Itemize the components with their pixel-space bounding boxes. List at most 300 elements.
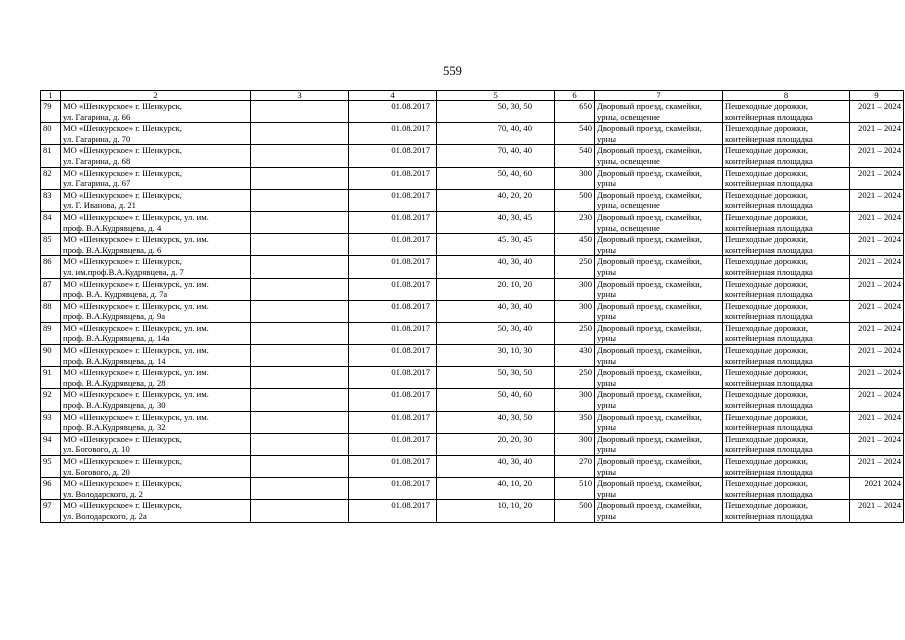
date-cell: 01.08.2017 [349, 145, 437, 167]
column-3-cell [251, 367, 349, 389]
additional-works-cell [723, 234, 850, 256]
period-cell: 2021 – 2024 [850, 456, 904, 478]
additional-works-cell [723, 167, 850, 189]
table-row [41, 278, 904, 300]
additional-works-cell [723, 345, 850, 367]
works-line-1: Дворовый проезд, скамейки, [597, 278, 702, 289]
additional-works-cell [723, 123, 850, 145]
row-number-text: 96 [43, 478, 52, 489]
dimensions-cell: 70, 40, 40 [437, 123, 555, 145]
additional-line-1: Пешеходные дорожки, [725, 101, 808, 111]
additional-line-2: контейнерная площадка [725, 133, 813, 144]
additional-line-2: контейнерная площадка [725, 111, 813, 122]
works-line-2: урны, освещение [597, 200, 660, 211]
column-3-cell [251, 500, 349, 522]
works-cell [595, 500, 723, 522]
works-line-1: Дворовый проезд, скамейки, [597, 322, 702, 333]
additional-line-1: Пешеходные дорожки, [725, 345, 808, 356]
address-line-2: проф. В.А.Кудрявцева, д. 9а [63, 311, 166, 322]
works-cell [595, 145, 723, 167]
column-3-cell [251, 322, 349, 344]
dimensions-cell: 40, 30, 50 [437, 411, 555, 433]
additional-works-cell [723, 500, 850, 522]
additional-line-2: контейнерная площадка [725, 422, 813, 433]
additional-line-1: Пешеходные дорожки, [725, 478, 808, 489]
address-line-2: проф. В.А.Кудрявцева, д. 32 [63, 422, 166, 433]
dimensions-cell: 20, 20, 30 [437, 433, 555, 455]
area-cell: 230 [555, 211, 595, 233]
column-3-cell [251, 101, 349, 123]
address-line-2: ул. Г. Иванова, д. 21 [63, 200, 136, 211]
area-cell: 300 [555, 389, 595, 411]
area-cell: 430 [555, 345, 595, 367]
period-cell: 2021 – 2024 [850, 300, 904, 322]
works-line-2: урны [597, 289, 616, 300]
period-cell: 2021 – 2024 [850, 433, 904, 455]
additional-line-1: Пешеходные дорожки, [725, 189, 808, 200]
works-line-1: Дворовый проезд, скамейки, [597, 189, 702, 200]
works-cell [595, 234, 723, 256]
address-line-1: МО «Шенкурское» г. Шенкурск, ул. им. [63, 345, 209, 356]
table-row [41, 367, 904, 389]
row-number [41, 145, 61, 167]
date-cell: 01.08.2017 [349, 500, 437, 522]
additional-line-2: контейнерная площадка [725, 510, 813, 521]
date-cell: 01.08.2017 [349, 411, 437, 433]
table-row [41, 456, 904, 478]
row-number [41, 456, 61, 478]
row-number [41, 278, 61, 300]
address-line-1: МО «Шенкурское» г. Шенкурск, ул. им. [63, 322, 209, 333]
period-cell: 2021 – 2024 [850, 189, 904, 211]
header-row [41, 91, 904, 101]
address-line-1: МО «Шенкурское» г. Шенкурск, [63, 456, 182, 466]
works-line-1: Дворовый проезд, скамейки, [597, 123, 702, 134]
works-line-2: урны [597, 311, 616, 322]
row-number-text: 84 [43, 211, 52, 222]
works-cell [595, 478, 723, 500]
additional-line-2: контейнерная площадка [725, 333, 813, 344]
row-number [41, 300, 61, 322]
row-number-text: 82 [43, 167, 52, 178]
period-cell: 2021 – 2024 [850, 389, 904, 411]
additional-line-1: Пешеходные дорожки, [725, 433, 808, 444]
address-line-2: проф. В.А.Кудрявцева, д. 28 [63, 377, 166, 388]
additional-works-cell [723, 300, 850, 322]
additional-works-cell [723, 189, 850, 211]
area-cell: 450 [555, 234, 595, 256]
address-line-2: ул. Богового, д. 10 [63, 444, 130, 455]
works-line-1: Дворовый проезд, скамейки, [597, 367, 702, 378]
additional-line-1: Пешеходные дорожки, [725, 389, 808, 400]
area-cell: 250 [555, 256, 595, 278]
address-line-1: МО «Шенкурское» г. Шенкурск, [63, 478, 182, 489]
works-line-1: Дворовый проезд, скамейки, [597, 101, 702, 111]
column-3-cell [251, 278, 349, 300]
column-header: 4 [349, 91, 437, 101]
column-header: 6 [555, 91, 595, 101]
period-cell: 2021 2024 [850, 478, 904, 500]
address-line-1: МО «Шенкурское» г. Шенкурск, [63, 123, 182, 134]
works-line-2: урны [597, 244, 616, 255]
row-number-text: 79 [43, 101, 52, 111]
date-cell: 01.08.2017 [349, 367, 437, 389]
period-cell: 2021 – 2024 [850, 234, 904, 256]
table-row [41, 145, 904, 167]
works-line-1: Дворовый проезд, скамейки, [597, 300, 702, 311]
address-line-1: МО «Шенкурское» г. Шенкурск, ул. им. [63, 367, 209, 378]
date-cell: 01.08.2017 [349, 389, 437, 411]
works-cell [595, 211, 723, 233]
additional-line-1: Пешеходные дорожки, [725, 367, 808, 378]
works-line-2: урны [597, 444, 616, 455]
address-line-2: проф. В.А.Кудрявцева, д. 6 [63, 244, 162, 255]
address-line-1: МО «Шенкурское» г. Шенкурск, [63, 500, 182, 511]
row-number-text: 93 [43, 411, 52, 422]
address-line-2: проф. В.А.Кудрявцева, д. 14а [63, 333, 170, 344]
works-line-1: Дворовый проезд, скамейки, [597, 345, 702, 356]
address-cell [61, 167, 251, 189]
address-cell [61, 478, 251, 500]
works-cell [595, 389, 723, 411]
additional-line-1: Пешеходные дорожки, [725, 167, 808, 178]
additional-works-cell [723, 278, 850, 300]
date-cell: 01.08.2017 [349, 256, 437, 278]
address-line-1: МО «Шенкурское» г. Шенкурск, ул. им. [63, 411, 209, 422]
works-line-1: Дворовый проезд, скамейки, [597, 234, 702, 245]
column-3-cell [251, 411, 349, 433]
table-row [41, 411, 904, 433]
works-line-2: урны [597, 133, 616, 144]
additional-line-1: Пешеходные дорожки, [725, 456, 808, 466]
row-number-text: 91 [43, 367, 52, 378]
address-cell [61, 101, 251, 123]
column-3-cell [251, 345, 349, 367]
works-line-2: урны [597, 422, 616, 433]
additional-line-1: Пешеходные дорожки, [725, 322, 808, 333]
address-line-1: МО «Шенкурское» г. Шенкурск, [63, 101, 182, 111]
table-row [41, 256, 904, 278]
address-cell [61, 145, 251, 167]
column-3-cell [251, 189, 349, 211]
date-cell: 01.08.2017 [349, 345, 437, 367]
works-cell [595, 189, 723, 211]
row-number-text: 90 [43, 345, 52, 356]
row-number [41, 234, 61, 256]
table-row [41, 234, 904, 256]
address-line-2: проф. В.А.Кудрявцева, д. 30 [63, 400, 166, 411]
area-cell: 300 [555, 278, 595, 300]
works-line-2: урны [597, 377, 616, 388]
row-number-text: 97 [43, 500, 52, 511]
data-table [40, 90, 904, 523]
table-row [41, 211, 904, 233]
table-row [41, 123, 904, 145]
additional-line-2: контейнерная площадка [725, 289, 813, 300]
row-number [41, 322, 61, 344]
address-cell [61, 234, 251, 256]
additional-works-cell [723, 478, 850, 500]
additional-line-1: Пешеходные дорожки, [725, 123, 808, 134]
address-line-2: проф. В.А.Кудрявцева, д. 4 [63, 222, 162, 233]
additional-works-cell [723, 367, 850, 389]
date-cell: 01.08.2017 [349, 167, 437, 189]
dimensions-cell: 40, 30, 40 [437, 256, 555, 278]
row-number [41, 211, 61, 233]
additional-line-1: Пешеходные дорожки, [725, 256, 808, 267]
date-cell: 01.08.2017 [349, 189, 437, 211]
additional-line-1: Пешеходные дорожки, [725, 278, 808, 289]
address-cell [61, 278, 251, 300]
additional-line-1: Пешеходные дорожки, [725, 411, 808, 422]
table-row [41, 500, 904, 522]
additional-line-2: контейнерная площадка [725, 466, 813, 477]
table-row [41, 101, 904, 123]
area-cell: 250 [555, 367, 595, 389]
row-number [41, 433, 61, 455]
additional-line-2: контейнерная площадка [725, 222, 813, 233]
address-cell [61, 367, 251, 389]
row-number-text: 85 [43, 234, 52, 245]
column-3-cell [251, 478, 349, 500]
works-line-2: урны [597, 266, 616, 277]
period-cell: 2021 – 2024 [850, 123, 904, 145]
additional-line-1: Пешеходные дорожки, [725, 211, 808, 222]
row-number [41, 478, 61, 500]
area-cell: 500 [555, 500, 595, 522]
works-line-1: Дворовый проезд, скамейки, [597, 433, 702, 444]
row-number-text: 87 [43, 278, 52, 289]
dimensions-cell: 50, 30, 50 [437, 367, 555, 389]
area-cell: 540 [555, 123, 595, 145]
works-cell [595, 278, 723, 300]
date-cell: 01.08.2017 [349, 433, 437, 455]
address-cell [61, 389, 251, 411]
additional-line-2: контейнерная площадка [725, 444, 813, 455]
column-header: 1 [41, 91, 61, 101]
address-cell [61, 433, 251, 455]
address-line-2: ул. Гагарина, д. 68 [63, 155, 131, 166]
additional-works-cell [723, 456, 850, 478]
row-number-text: 94 [43, 433, 52, 444]
area-cell: 510 [555, 478, 595, 500]
row-number [41, 256, 61, 278]
works-cell [595, 123, 723, 145]
period-cell: 2021 – 2024 [850, 345, 904, 367]
column-3-cell [251, 234, 349, 256]
address-line-1: МО «Шенкурское» г. Шенкурск, ул. им. [63, 234, 209, 245]
dimensions-cell: 50, 30, 40 [437, 322, 555, 344]
period-cell: 2021 – 2024 [850, 500, 904, 522]
works-cell [595, 411, 723, 433]
additional-works-cell [723, 389, 850, 411]
works-cell [595, 167, 723, 189]
works-cell [595, 322, 723, 344]
works-line-1: Дворовый проезд, скамейки, [597, 145, 702, 156]
table-row [41, 167, 904, 189]
dimensions-cell: 40, 30, 40 [437, 300, 555, 322]
address-cell [61, 322, 251, 344]
period-cell: 2021 – 2024 [850, 101, 904, 123]
column-3-cell [251, 123, 349, 145]
additional-works-cell [723, 256, 850, 278]
column-3-cell [251, 456, 349, 478]
works-line-2: урны, освещение [597, 222, 660, 233]
works-line-1: Дворовый проезд, скамейки, [597, 411, 702, 422]
column-3-cell [251, 300, 349, 322]
address-line-1: МО «Шенкурское» г. Шенкурск, ул. им. [63, 389, 209, 400]
dimensions-cell: 40, 20, 20 [437, 189, 555, 211]
area-cell: 300 [555, 167, 595, 189]
additional-works-cell [723, 433, 850, 455]
address-line-1: МО «Шенкурское» г. Шенкурск, ул. им. [63, 300, 209, 311]
row-number-text: 80 [43, 123, 52, 134]
area-cell: 250 [555, 322, 595, 344]
dimensions-cell: 40, 30, 40 [437, 456, 555, 478]
additional-line-2: контейнерная площадка [725, 155, 813, 166]
area-cell: 300 [555, 300, 595, 322]
additional-line-1: Пешеходные дорожки, [725, 234, 808, 245]
address-line-2: ул. Володарского, д. 2а [63, 510, 147, 521]
area-cell: 350 [555, 411, 595, 433]
dimensions-cell: 40, 10, 20 [437, 478, 555, 500]
date-cell: 01.08.2017 [349, 234, 437, 256]
table-row [41, 189, 904, 211]
row-number-text: 86 [43, 256, 52, 267]
column-header: 2 [61, 91, 251, 101]
table-row [41, 433, 904, 455]
column-header: 9 [850, 91, 904, 101]
works-cell [595, 101, 723, 123]
column-3-cell [251, 389, 349, 411]
area-cell: 650 [555, 101, 595, 123]
column-3-cell [251, 256, 349, 278]
works-line-2: урны, освещение [597, 155, 660, 166]
additional-line-2: контейнерная площадка [725, 400, 813, 411]
row-number-text: 92 [43, 389, 52, 400]
address-cell [61, 189, 251, 211]
dimensions-cell: 40, 30, 45 [437, 211, 555, 233]
column-header: 7 [595, 91, 723, 101]
table-row [41, 300, 904, 322]
table-row [41, 322, 904, 344]
address-cell [61, 123, 251, 145]
address-cell [61, 411, 251, 433]
address-cell [61, 256, 251, 278]
works-line-2: урны, освещение [597, 111, 660, 122]
date-cell: 01.08.2017 [349, 456, 437, 478]
works-line-1: Дворовый проезд, скамейки, [597, 256, 702, 267]
additional-line-2: контейнерная площадка [725, 488, 813, 499]
dimensions-cell: 30, 10, 30 [437, 345, 555, 367]
works-cell [595, 300, 723, 322]
address-line-1: МО «Шенкурское» г. Шенкурск, ул. им. [63, 211, 209, 222]
works-line-1: Дворовый проезд, скамейки, [597, 167, 702, 178]
row-number [41, 500, 61, 522]
address-line-2: ул. им.проф.В.А.Кудрявцева, д. 7 [63, 266, 184, 277]
dimensions-cell: 70, 40, 40 [437, 145, 555, 167]
period-cell: 2021 – 2024 [850, 367, 904, 389]
additional-line-2: контейнерная площадка [725, 355, 813, 366]
additional-works-cell [723, 145, 850, 167]
row-number [41, 101, 61, 123]
address-cell [61, 500, 251, 522]
address-cell [61, 345, 251, 367]
period-cell: 2021 – 2024 [850, 145, 904, 167]
additional-line-2: контейнерная площадка [725, 311, 813, 322]
row-number [41, 189, 61, 211]
dimensions-cell: 10, 10, 20 [437, 500, 555, 522]
period-cell: 2021 – 2024 [850, 211, 904, 233]
dimensions-cell: 20. 10, 20 [437, 278, 555, 300]
additional-works-cell [723, 211, 850, 233]
works-line-2: урны [597, 400, 616, 411]
column-3-cell [251, 433, 349, 455]
period-cell: 2021 – 2024 [850, 411, 904, 433]
additional-line-1: Пешеходные дорожки, [725, 145, 808, 156]
works-line-2: урны [597, 355, 616, 366]
address-cell [61, 300, 251, 322]
additional-line-1: Пешеходные дорожки, [725, 500, 808, 511]
address-line-2: проф. В.А.Кудрявцева, д. 14 [63, 355, 166, 366]
period-cell: 2021 – 2024 [850, 256, 904, 278]
column-3-cell [251, 167, 349, 189]
column-header: 8 [723, 91, 850, 101]
address-line-2: ул. Володарского, д. 2 [63, 488, 143, 499]
works-cell [595, 456, 723, 478]
works-line-2: урны [597, 510, 616, 521]
date-cell: 01.08.2017 [349, 211, 437, 233]
period-cell: 2021 – 2024 [850, 278, 904, 300]
address-line-1: МО «Шенкурское» г. Шенкурск, [63, 145, 182, 156]
additional-line-2: контейнерная площадка [725, 244, 813, 255]
additional-works-cell [723, 101, 850, 123]
row-number-text: 88 [43, 300, 52, 311]
works-line-1: Дворовый проезд, скамейки, [597, 500, 702, 511]
row-number [41, 411, 61, 433]
date-cell: 01.08.2017 [349, 278, 437, 300]
works-line-2: урны [597, 466, 616, 477]
row-number [41, 345, 61, 367]
additional-line-1: Пешеходные дорожки, [725, 300, 808, 311]
date-cell: 01.08.2017 [349, 322, 437, 344]
area-cell: 300 [555, 433, 595, 455]
address-line-2: ул. Гагарина, д. 66 [63, 111, 131, 122]
address-cell [61, 456, 251, 478]
address-line-1: МО «Шенкурское» г. Шенкурск, ул. им. [63, 278, 209, 289]
date-cell: 01.08.2017 [349, 101, 437, 123]
area-cell: 270 [555, 456, 595, 478]
additional-works-cell [723, 411, 850, 433]
additional-line-2: контейнерная площадка [725, 178, 813, 189]
address-line-2: проф. В.А. Кудрявцева, д. 7а [63, 289, 168, 300]
works-line-2: урны [597, 488, 616, 499]
row-number-text: 95 [43, 456, 52, 466]
address-line-1: МО «Шенкурское» г. Шенкурск, [63, 433, 182, 444]
address-line-2: ул. Гагарина, д. 70 [63, 133, 131, 144]
additional-line-2: контейнерная площадка [725, 266, 813, 277]
row-number-text: 81 [43, 145, 52, 156]
table-row [41, 345, 904, 367]
date-cell: 01.08.2017 [349, 300, 437, 322]
dimensions-cell: 45. 30, 45 [437, 234, 555, 256]
address-line-2: ул. Гагарина, д. 67 [63, 178, 131, 189]
column-header: 3 [251, 91, 349, 101]
works-line-1: Дворовый проезд, скамейки, [597, 211, 702, 222]
works-cell [595, 433, 723, 455]
dimensions-cell: 50, 30, 50 [437, 101, 555, 123]
date-cell: 01.08.2017 [349, 123, 437, 145]
